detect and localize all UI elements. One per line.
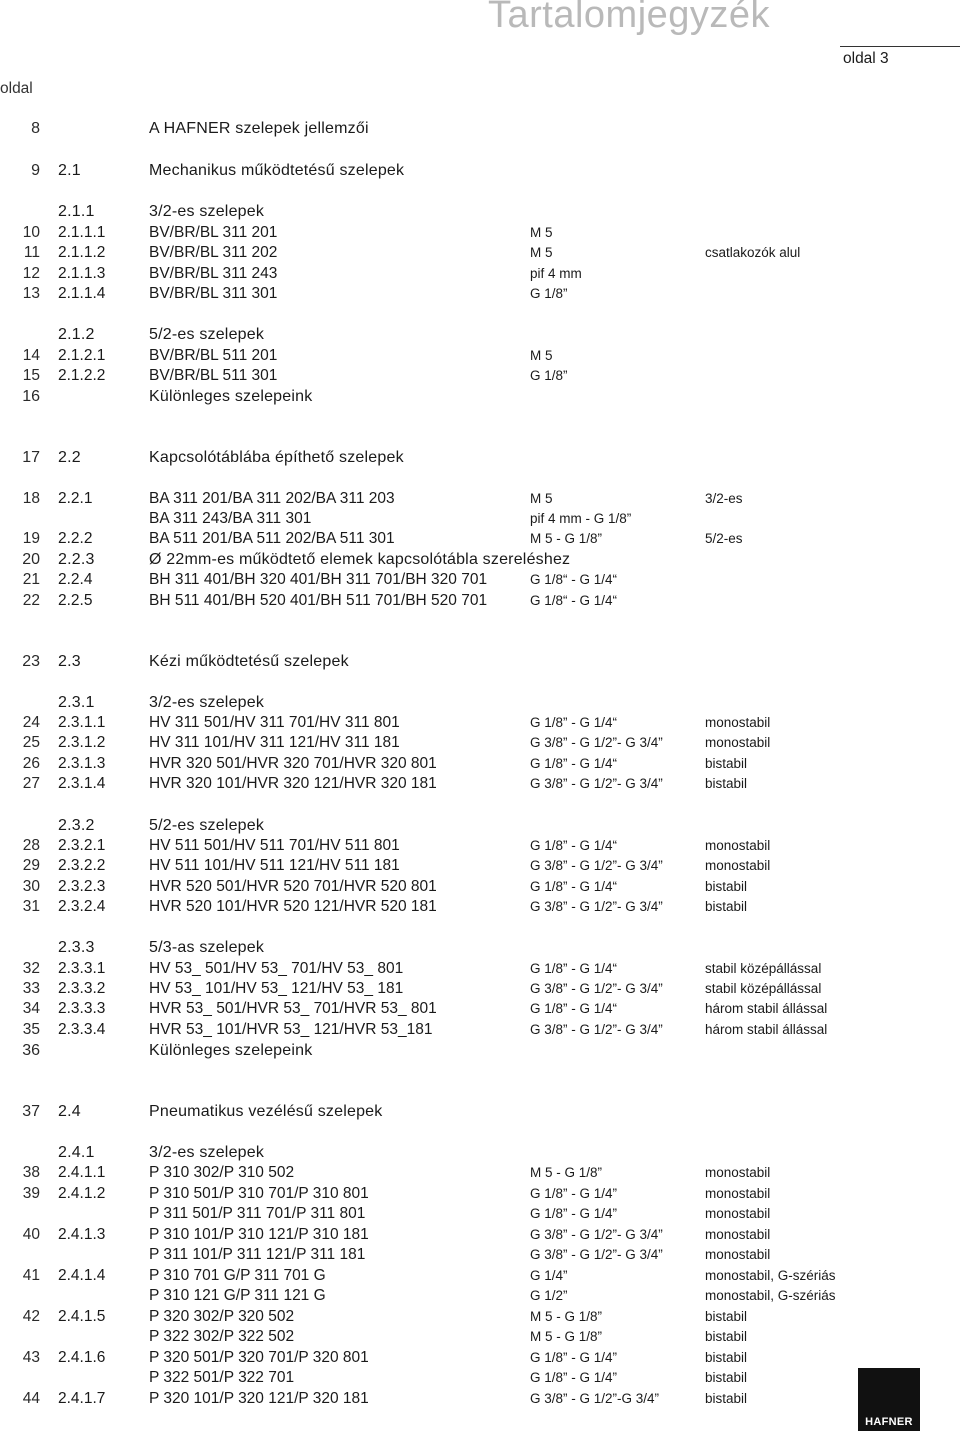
toc-row bbox=[0, 1205, 960, 1225]
toc-page-number: 26 bbox=[22, 755, 40, 772]
toc-section-number: 2.1.2.2 bbox=[58, 367, 106, 384]
toc-note: monostabil bbox=[705, 1206, 771, 1221]
toc-row bbox=[0, 878, 960, 898]
toc-page-number: 30 bbox=[22, 878, 40, 895]
toc-note: monostabil bbox=[705, 1186, 771, 1201]
toc-page-number: 10 bbox=[22, 224, 40, 241]
toc-entry-title: P 311 101/P 311 121/P 311 181 bbox=[149, 1246, 366, 1263]
toc-entry-title: HVR 520 501/HVR 520 701/HVR 520 801 bbox=[149, 878, 437, 895]
toc-section-number: 2.3.1 bbox=[58, 694, 95, 711]
toc-note: bistabil bbox=[705, 756, 748, 771]
toc-entry-title: P 320 101/P 320 121/P 320 181 bbox=[149, 1390, 369, 1407]
toc-entry-title: P 310 501/P 310 701/P 310 801 bbox=[149, 1185, 369, 1202]
toc-page-number: 13 bbox=[22, 285, 40, 302]
toc-entry-title: BH 511 401/BH 520 401/BH 511 701/BH 520 701 bbox=[149, 592, 488, 609]
toc-entry-title: 5/2-es szelepek bbox=[149, 817, 265, 834]
toc-note: stabil középállással bbox=[705, 981, 822, 996]
toc-entry-title: 3/2-es szelepek bbox=[149, 1144, 265, 1161]
toc-spec: pif 4 mm - G 1/8” bbox=[530, 511, 632, 526]
toc-entry-title: Különleges szelepeink bbox=[149, 388, 313, 405]
toc-row bbox=[0, 1308, 960, 1328]
toc-page-number: 33 bbox=[22, 980, 40, 997]
toc-entry-title: HVR 520 101/HVR 520 121/HVR 520 181 bbox=[149, 898, 437, 915]
toc-entry-title: 5/2-es szelepek bbox=[149, 326, 265, 343]
toc-row bbox=[0, 1267, 960, 1287]
toc-note: monostabil bbox=[705, 715, 771, 730]
toc-section-number: 2.4 bbox=[58, 1103, 81, 1120]
toc-row bbox=[0, 285, 960, 305]
toc-row bbox=[0, 714, 960, 734]
toc-row bbox=[0, 224, 960, 244]
toc-row bbox=[0, 244, 960, 264]
toc-note: monostabil bbox=[705, 735, 771, 750]
toc-spec: G 3/8” - G 1/2”- G 3/4” bbox=[530, 858, 663, 873]
toc-row bbox=[0, 1103, 960, 1123]
toc-spec: G 1/8” bbox=[530, 368, 568, 383]
toc-note: monostabil, G-szériás bbox=[705, 1268, 836, 1283]
toc-page-number: 31 bbox=[22, 898, 40, 915]
toc-row bbox=[0, 755, 960, 775]
toc-page-number: 16 bbox=[22, 388, 40, 405]
toc-spec: M 5 bbox=[530, 348, 553, 363]
toc-spec: G 1/8” - G 1/4” bbox=[530, 1350, 618, 1365]
page-column-label: oldal bbox=[0, 80, 33, 97]
toc-row bbox=[0, 1246, 960, 1266]
toc-section-number: 2.2.1 bbox=[58, 490, 93, 507]
toc-entry-title: HV 311 101/HV 311 121/HV 311 181 bbox=[149, 734, 400, 751]
toc-page-number: 15 bbox=[22, 367, 40, 384]
toc-row bbox=[0, 388, 960, 408]
toc-section-number: 2.1.1.3 bbox=[58, 265, 106, 282]
toc-row bbox=[0, 1144, 960, 1164]
toc-entry-title: BA 311 243/BA 311 301 bbox=[149, 510, 312, 527]
toc-section-number: 2.3.1.2 bbox=[58, 734, 106, 751]
toc-row bbox=[0, 960, 960, 980]
toc-entry-title: HV 53_ 501/HV 53_ 701/HV 53_ 801 bbox=[149, 960, 404, 977]
toc-entry-title: BA 511 201/BA 511 202/BA 511 301 bbox=[149, 530, 395, 547]
toc-page-number: 37 bbox=[22, 1103, 40, 1120]
toc-spec: G 3/8” - G 1/2”- G 3/4” bbox=[530, 981, 663, 996]
toc-spec: pif 4 mm bbox=[530, 266, 582, 281]
toc-page-number: 12 bbox=[22, 265, 40, 282]
toc-section-number: 2.4.1.3 bbox=[58, 1226, 106, 1243]
toc-entry-title: P 310 701 G/P 311 701 G bbox=[149, 1267, 326, 1284]
toc-section-number: 2.1.1.4 bbox=[58, 285, 106, 302]
toc-note: monostabil bbox=[705, 858, 771, 873]
toc-note: 3/2-es bbox=[705, 491, 743, 506]
toc-page-number: 8 bbox=[31, 120, 40, 137]
page-number-label: oldal 3 bbox=[843, 50, 889, 67]
toc-row bbox=[0, 734, 960, 754]
toc-spec: G 1/8“ - G 1/4“ bbox=[530, 572, 618, 587]
toc-section-number: 2.4.1.6 bbox=[58, 1349, 106, 1366]
toc-row bbox=[0, 1000, 960, 1020]
toc-row bbox=[0, 162, 960, 182]
toc-page-number: 9 bbox=[31, 162, 40, 179]
toc-section-number: 2.3.1.3 bbox=[58, 755, 106, 772]
toc-row bbox=[0, 592, 960, 612]
hafner-logo bbox=[858, 1368, 920, 1431]
toc-row bbox=[0, 571, 960, 591]
toc-page-number: 11 bbox=[23, 244, 40, 261]
toc-page-number: 18 bbox=[22, 490, 40, 507]
toc-spec: G 1/8” - G 1/4” bbox=[530, 1206, 618, 1221]
header-rule bbox=[840, 46, 960, 47]
toc-spec: G 1/8” - G 1/4“ bbox=[530, 838, 618, 853]
toc-note: bistabil bbox=[705, 1391, 748, 1406]
toc-section-number: 2.3.2.2 bbox=[58, 857, 106, 874]
toc-section-number: 2.3.2.3 bbox=[58, 878, 106, 895]
toc-spec: M 5 - G 1/8” bbox=[530, 531, 603, 546]
toc-section-number: 2.4.1.4 bbox=[58, 1267, 106, 1284]
toc-row bbox=[0, 837, 960, 857]
toc-row bbox=[0, 551, 960, 571]
toc-page-number: 14 bbox=[22, 347, 40, 364]
toc-spec: G 1/8” - G 1/4” bbox=[530, 1370, 618, 1385]
toc-row bbox=[0, 1164, 960, 1184]
toc-row bbox=[0, 347, 960, 367]
toc-note: bistabil bbox=[705, 1329, 748, 1344]
toc-spec: G 1/8” - G 1/4“ bbox=[530, 961, 618, 976]
toc-spec: G 3/8” - G 1/2”- G 3/4” bbox=[530, 1022, 663, 1037]
toc-row bbox=[0, 1287, 960, 1307]
toc-note: bistabil bbox=[705, 1350, 748, 1365]
toc-section-number: 2.1.2.1 bbox=[58, 347, 106, 364]
toc-row bbox=[0, 510, 960, 530]
toc-section-number: 2.3.3.3 bbox=[58, 1000, 106, 1017]
toc-row bbox=[0, 449, 960, 469]
toc-row bbox=[0, 939, 960, 959]
toc-row bbox=[0, 1226, 960, 1246]
toc-page-number: 21 bbox=[22, 571, 40, 588]
toc-row bbox=[0, 1021, 960, 1041]
toc-section-number: 2.3.2 bbox=[58, 817, 95, 834]
toc-note: monostabil bbox=[705, 1227, 771, 1242]
toc-note: bistabil bbox=[705, 899, 748, 914]
toc-row bbox=[0, 1328, 960, 1348]
toc-section-number: 2.1.2 bbox=[58, 326, 95, 343]
toc-entry-title: BV/BR/BL 311 301 bbox=[149, 285, 278, 302]
toc-entry-title: BH 311 401/BH 320 401/BH 311 701/BH 320 701 bbox=[149, 571, 488, 588]
toc-note: monostabil bbox=[705, 1247, 771, 1262]
toc-entry-title: P 322 302/P 322 502 bbox=[149, 1328, 295, 1345]
toc-page-number: 20 bbox=[22, 551, 40, 568]
toc-entry-title: Kapcsolótáblába építhető szelepek bbox=[149, 449, 404, 466]
toc-row bbox=[0, 265, 960, 285]
toc-entry-title: 5/3-as szelepek bbox=[149, 939, 265, 956]
toc-spec: G 1/8” - G 1/4” bbox=[530, 1186, 618, 1201]
toc-spec: M 5 bbox=[530, 491, 553, 506]
toc-spec: G 1/8” - G 1/4“ bbox=[530, 756, 618, 771]
toc-page-number: 36 bbox=[22, 1042, 40, 1059]
toc-spec: G 1/8“ - G 1/4“ bbox=[530, 593, 618, 608]
toc-spec: G 3/8” - G 1/2”- G 3/4” bbox=[530, 735, 663, 750]
toc-page-number: 43 bbox=[22, 1349, 40, 1366]
toc-row bbox=[0, 1390, 960, 1410]
toc-note: bistabil bbox=[705, 776, 748, 791]
toc-entry-title: P 320 302/P 320 502 bbox=[149, 1308, 295, 1325]
toc-note: monostabil bbox=[705, 1165, 771, 1180]
toc-section-number: 2.1.1.1 bbox=[58, 224, 106, 241]
toc-spec: G 1/4” bbox=[530, 1268, 568, 1283]
toc-entry-title: Mechanikus működtetésű szelepek bbox=[149, 162, 405, 179]
toc-page-number: 34 bbox=[22, 1000, 40, 1017]
toc-spec: G 1/8” - G 1/4“ bbox=[530, 879, 618, 894]
toc-spec: G 1/8” bbox=[530, 286, 568, 301]
toc-entry-title: BV/BR/BL 311 201 bbox=[149, 224, 278, 241]
toc-page-number: 24 bbox=[22, 714, 40, 731]
toc-entry-title: Kézi működtetésű szelepek bbox=[149, 653, 349, 670]
toc-spec: M 5 bbox=[530, 225, 553, 240]
toc-section-number: 2.2 bbox=[58, 449, 81, 466]
toc-entry-title: BA 311 201/BA 311 202/BA 311 203 bbox=[149, 490, 395, 507]
toc-spec: G 3/8” - G 1/2”- G 3/4” bbox=[530, 899, 663, 914]
toc-page-number: 38 bbox=[22, 1164, 40, 1181]
toc-row bbox=[0, 817, 960, 837]
toc-page-number: 44 bbox=[22, 1390, 40, 1407]
toc-section-number: 2.1.1.2 bbox=[58, 244, 106, 261]
toc-spec: G 1/2” bbox=[530, 1288, 568, 1303]
toc-row bbox=[0, 530, 960, 550]
toc-note: 5/2-es bbox=[705, 531, 743, 546]
toc-note: bistabil bbox=[705, 1309, 748, 1324]
toc-section-number: 2.3.3 bbox=[58, 939, 95, 956]
toc-page-number: 25 bbox=[22, 734, 40, 751]
toc-section-number: 2.3.2.4 bbox=[58, 898, 106, 915]
toc-section-number: 2.4.1.1 bbox=[58, 1164, 106, 1181]
toc-spec: M 5 - G 1/8” bbox=[530, 1165, 603, 1180]
toc-row bbox=[0, 1042, 960, 1062]
toc-note: csatlakozók alul bbox=[705, 245, 801, 260]
toc-row bbox=[0, 980, 960, 1000]
toc-spec: G 1/8” - G 1/4“ bbox=[530, 1001, 618, 1016]
toc-entry-title: Ø 22mm-es működtető elemek kapcsolótábla szereléshez bbox=[149, 551, 571, 568]
toc-entry-title: BV/BR/BL 311 243 bbox=[149, 265, 278, 282]
toc-page-number: 28 bbox=[22, 837, 40, 854]
toc-page-number: 23 bbox=[22, 653, 40, 670]
toc-page-number: 35 bbox=[22, 1021, 40, 1038]
toc-row bbox=[0, 694, 960, 714]
toc-note: monostabil bbox=[705, 838, 771, 853]
toc-page-number: 32 bbox=[22, 960, 40, 977]
toc-note: bistabil bbox=[705, 1370, 748, 1385]
toc-section-number: 2.1.1 bbox=[58, 203, 95, 220]
toc-entry-title: P 320 501/P 320 701/P 320 801 bbox=[149, 1349, 369, 1366]
toc-entry-title: HV 311 501/HV 311 701/HV 311 801 bbox=[149, 714, 400, 731]
toc-page-number: 40 bbox=[22, 1226, 40, 1243]
toc-page-number: 39 bbox=[22, 1185, 40, 1202]
toc-row bbox=[0, 898, 960, 918]
toc-entry-title: Pneumatikus vezélésű szelepek bbox=[149, 1103, 383, 1120]
toc-page-number: 17 bbox=[22, 449, 40, 466]
toc-spec: G 3/8” - G 1/2”- G 3/4” bbox=[530, 1227, 663, 1242]
toc-section-number: 2.4.1 bbox=[58, 1144, 95, 1161]
toc-entry-title: HV 511 501/HV 511 701/HV 511 801 bbox=[149, 837, 400, 854]
toc-entry-title: HVR 53_ 501/HVR 53_ 701/HVR 53_ 801 bbox=[149, 1000, 437, 1017]
toc-row bbox=[0, 857, 960, 877]
toc-section-number: 2.4.1.5 bbox=[58, 1308, 106, 1325]
toc-spec: G 1/8” - G 1/4“ bbox=[530, 715, 618, 730]
toc-section-number: 2.2.4 bbox=[58, 571, 93, 588]
toc-section-number: 2.4.1.7 bbox=[58, 1390, 106, 1407]
toc-section-number: 2.3.2.1 bbox=[58, 837, 106, 854]
toc-entry-title: BV/BR/BL 311 202 bbox=[149, 244, 278, 261]
toc-entry-title: Különleges szelepeink bbox=[149, 1042, 313, 1059]
logo-text: HAFNER bbox=[865, 1416, 913, 1428]
toc-row bbox=[0, 203, 960, 223]
toc-entry-title: HVR 53_ 101/HVR 53_ 121/HVR 53_181 bbox=[149, 1021, 433, 1038]
toc-note: stabil középállással bbox=[705, 961, 822, 976]
toc-entry-title: 3/2-es szelepek bbox=[149, 694, 265, 711]
toc-row bbox=[0, 367, 960, 387]
toc-row bbox=[0, 120, 960, 140]
toc-section-number: 2.1 bbox=[58, 162, 81, 179]
toc-spec: G 3/8” - G 1/2”- G 3/4” bbox=[530, 1247, 663, 1262]
toc-row bbox=[0, 490, 960, 510]
toc-entry-title: P 310 302/P 310 502 bbox=[149, 1164, 295, 1181]
toc-entry-title: HVR 320 501/HVR 320 701/HVR 320 801 bbox=[149, 755, 437, 772]
toc-section-number: 2.3.1.4 bbox=[58, 775, 106, 792]
toc-page-number: 42 bbox=[22, 1308, 40, 1325]
toc-note: három stabil állással bbox=[705, 1001, 828, 1016]
toc-section-number: 2.3.3.4 bbox=[58, 1021, 106, 1038]
toc-entry-title: A HAFNER szelepek jellemzői bbox=[149, 120, 369, 137]
toc-spec: M 5 bbox=[530, 245, 553, 260]
toc-section-number: 2.2.5 bbox=[58, 592, 93, 609]
toc-entry-title: BV/BR/BL 511 301 bbox=[149, 367, 278, 384]
document-title: Tartalomjegyzék bbox=[488, 0, 771, 36]
toc-row bbox=[0, 653, 960, 673]
toc-entry-title: P 310 121 G/P 311 121 G bbox=[149, 1287, 326, 1304]
toc-spec: G 3/8” - G 1/2”- G 3/4” bbox=[530, 776, 663, 791]
toc-entry-title: HV 53_ 101/HV 53_ 121/HV 53_ 181 bbox=[149, 980, 404, 997]
toc-entry-title: P 322 501/P 322 701 bbox=[149, 1369, 295, 1386]
toc-spec: G 3/8” - G 1/2”-G 3/4” bbox=[530, 1391, 660, 1406]
toc-entry-title: P 311 501/P 311 701/P 311 801 bbox=[149, 1205, 366, 1222]
toc-section-number: 2.3 bbox=[58, 653, 81, 670]
toc-row bbox=[0, 1369, 960, 1389]
toc-section-number: 2.2.2 bbox=[58, 530, 93, 547]
toc-note: három stabil állással bbox=[705, 1022, 828, 1037]
toc-entry-title: BV/BR/BL 511 201 bbox=[149, 347, 278, 364]
toc-page-number: 19 bbox=[22, 530, 40, 547]
toc-row bbox=[0, 326, 960, 346]
toc-section-number: 2.2.3 bbox=[58, 551, 95, 568]
toc-section-number: 2.4.1.2 bbox=[58, 1185, 106, 1202]
toc-note: monostabil, G-szériás bbox=[705, 1288, 836, 1303]
toc-spec: M 5 - G 1/8” bbox=[530, 1309, 603, 1324]
toc-row bbox=[0, 1185, 960, 1205]
toc-note: bistabil bbox=[705, 879, 748, 894]
toc-page-number: 22 bbox=[22, 592, 40, 609]
toc-entry-title: P 310 101/P 310 121/P 310 181 bbox=[149, 1226, 369, 1243]
toc-section-number: 2.3.3.1 bbox=[58, 960, 106, 977]
toc-section-number: 2.3.3.2 bbox=[58, 980, 106, 997]
toc-entry-title: HV 511 101/HV 511 121/HV 511 181 bbox=[149, 857, 400, 874]
toc-page-number: 27 bbox=[22, 775, 40, 792]
toc-section-number: 2.3.1.1 bbox=[58, 714, 106, 731]
toc-entry-title: HVR 320 101/HVR 320 121/HVR 320 181 bbox=[149, 775, 437, 792]
toc-entry-title: 3/2-es szelepek bbox=[149, 203, 265, 220]
toc-row bbox=[0, 775, 960, 795]
toc-spec: M 5 - G 1/8” bbox=[530, 1329, 603, 1344]
toc-row bbox=[0, 1349, 960, 1369]
toc-page-number: 29 bbox=[22, 857, 40, 874]
toc-page-number: 41 bbox=[22, 1267, 40, 1284]
